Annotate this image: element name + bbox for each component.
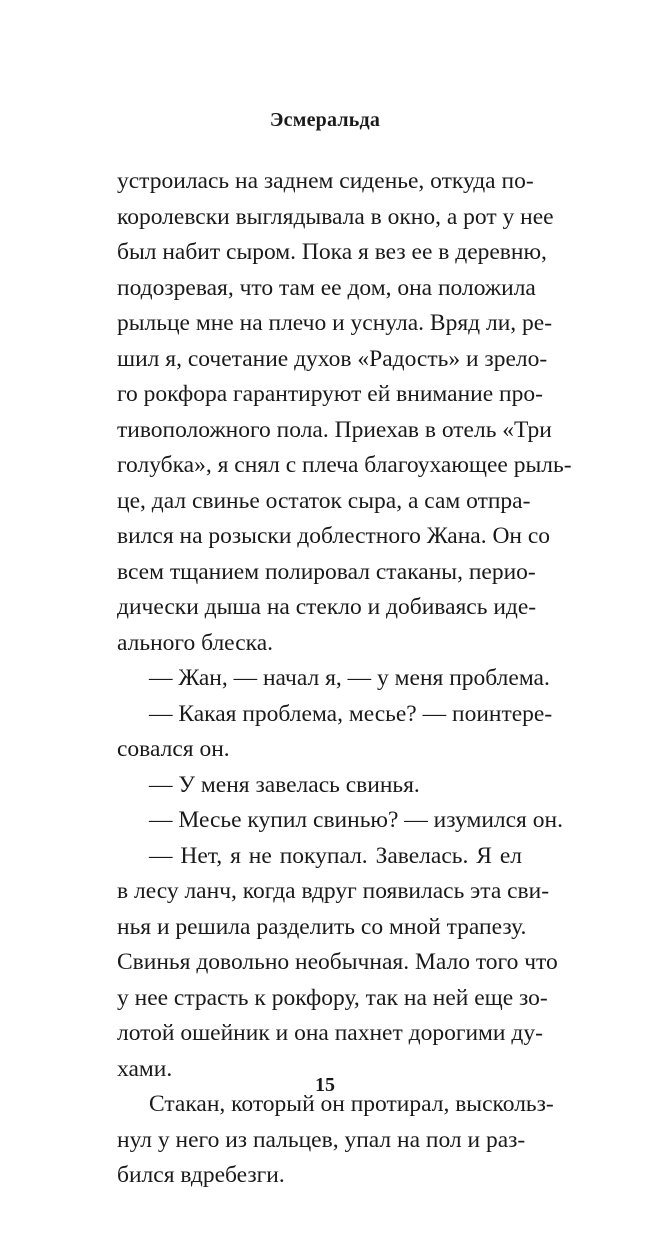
text-line: вился на розыски доблестного Жана. Он со (117, 523, 551, 549)
text-line: шил я, сочетание духов «Радость» и зрело- (117, 345, 548, 372)
paragraph-line: Стакан, который он протирал, выскольз- (149, 1091, 554, 1117)
body-text (117, 164, 572, 1194)
text-line: был набит сыром. Пока я вез ее в деревню, (117, 239, 547, 265)
text-line: голубка», я снял с плеча благоухающее рыль- (117, 452, 572, 478)
text-line: це, дал свинье остаток сыра, а сам отпра- (117, 487, 531, 514)
dialogue-line: — У меня завелась свинья. (149, 771, 420, 798)
text-line: хами. (117, 1055, 173, 1082)
dialogue-line: — Нет, я не покупал. Завелась. Я ел (149, 842, 522, 869)
dialogue-line: — Жан, — начал я, — у меня проблема. (149, 665, 550, 691)
dialogue-line: — Месье купил свинью? — изумился он. (149, 807, 563, 833)
text-line: устроилась на заднем сиденье, откуда по- (117, 168, 534, 194)
text-line: у нее страсть к рокфору, так на ней еще зо- (117, 984, 548, 1011)
text-line: бился вдребезги. (117, 1162, 285, 1188)
page-number: 15 (315, 1074, 335, 1096)
text-line: лотой ошейник и она пахнет дорогими ду- (117, 1020, 543, 1046)
text-line: рыльце мне на плечо и уснула. Вряд ли, ре- (117, 310, 553, 336)
text-line: подозревая, что там ее дом, она положила (117, 274, 536, 301)
running-head-title: Эсмеральда (269, 109, 381, 131)
text-line: тивоположного пола. Приехав в отель «Три (117, 416, 552, 443)
text-line: дически дыша на стекло и добиваясь иде- (117, 594, 537, 620)
text-line: Свинья довольно необычная. Мало того что (117, 949, 558, 975)
text-line: всем тщанием полировал стаканы, перио- (117, 558, 536, 585)
text-line: го рокфора гарантируют ей внимание про- (117, 381, 543, 407)
text-line: совался он. (117, 736, 230, 762)
text-line: нья и решила разделить со мной трапезу. (117, 913, 527, 940)
text-line: нул у него из пальцев, упал на пол и раз- (117, 1126, 526, 1153)
text-line: в лесу ланч, когда вдруг появилась эта сви- (117, 878, 550, 904)
dialogue-line: — Какая проблема, месье? — поинтере- (149, 700, 553, 727)
text-line: королевски выглядывала в окно, а рот у нее (117, 203, 554, 230)
text-line: ального блеска. (117, 629, 273, 656)
